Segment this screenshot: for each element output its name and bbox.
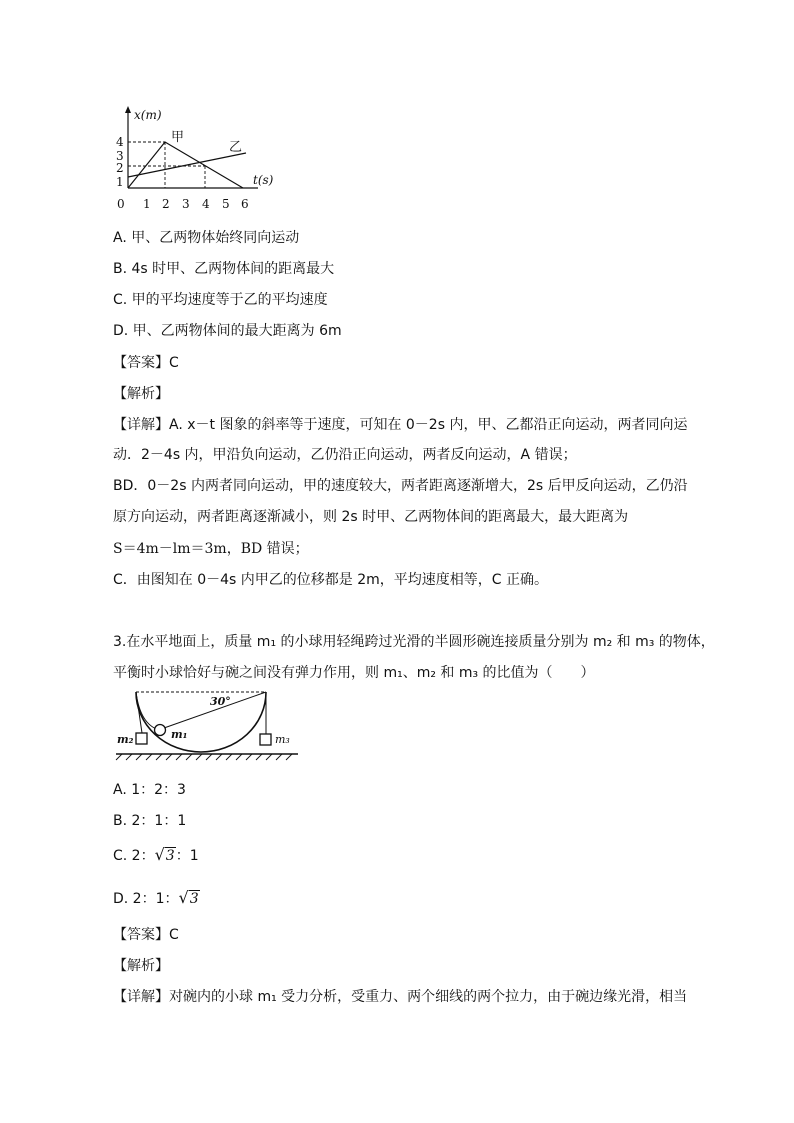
ground-hatch	[116, 754, 292, 760]
label-yi: 乙	[229, 140, 243, 155]
q3-option-c-root: 3	[165, 848, 175, 864]
q2-option-a: A. 甲、乙两物体始终同向运动	[113, 230, 300, 246]
q3-option-c	[113, 846, 199, 865]
m2-label: m₂	[117, 733, 134, 746]
q2-option-b: B. 4s 时甲、乙两物体间的距离最大	[113, 261, 335, 277]
x-tick-4: 4	[202, 197, 210, 211]
q3-answer: 【答案】C	[113, 927, 179, 943]
q2-detail-4: 原方向运动，两者距离逐渐减小，则 2s 时甲、乙两物体间的距离最大，最大距离为	[113, 509, 629, 525]
q2-option-c: C. 甲的平均速度等于乙的平均速度	[113, 292, 328, 308]
y-tick-1: 1	[116, 175, 124, 189]
q3-option-a: A. 1：2：3	[113, 782, 186, 798]
x-tick-6: 6	[241, 197, 249, 211]
q3-option-c-prefix: C. 2：	[113, 848, 155, 864]
x-tick-2: 2	[162, 197, 170, 211]
q2-analysis-title: 【解析】	[113, 386, 169, 402]
ball-m1	[155, 725, 166, 736]
q3-option-d-prefix: D. 2：1：	[113, 891, 179, 907]
xt-graph	[112, 104, 312, 214]
q2-detail-3: BD．0－2s 内两者同向运动，甲的速度较大，两者距离逐渐增大，2s 后甲反向运动，乙仍沿	[113, 478, 688, 494]
q2-detail-2: 动．2－4s 内，甲沿负向运动，乙仍沿正向运动，两者反向运动，A 错误；	[113, 447, 577, 463]
q3-stem-2: 平衡时小球恰好与碗之间没有弹力作用，则 m₁、m₂ 和 m₃ 的比值为（ ）	[113, 665, 595, 681]
q2-formula: S＝4m－lm＝3m，BD 错误；	[113, 541, 309, 557]
q3-stem-1: 3.在水平地面上，质量 m₁ 的小球用轻绳跨过光滑的半圆形碗连接质量分别为 m₂ 和 m₃ 的物体，	[113, 634, 715, 650]
y-tick-4: 4	[116, 135, 124, 149]
origin-label: 0	[117, 197, 125, 211]
sqrt-symbol: √	[154, 845, 165, 864]
bowl-diagram	[112, 688, 302, 763]
q3-detail-1: 【详解】对碗内的小球 m₁ 受力分析，受重力、两个细线的两个拉力，由于碗边缘光滑，相当	[113, 989, 688, 1005]
angle-label: 30°	[210, 695, 231, 708]
label-jia: 甲	[171, 130, 185, 145]
q3-option-b: B. 2：1：1	[113, 813, 187, 829]
x-axis-label: t(s)	[253, 173, 274, 187]
y-axis-arrow	[125, 106, 131, 113]
line-yi	[128, 153, 246, 177]
q3-option-c-suffix: ：1	[175, 848, 199, 864]
bowl	[136, 692, 266, 752]
q2-answer: 【答案】C	[113, 355, 179, 371]
x-tick-3: 3	[182, 197, 190, 211]
y-tick-2: 2	[116, 161, 124, 175]
x-tick-5: 5	[222, 197, 230, 211]
box-m3	[260, 734, 271, 745]
box-m2	[136, 733, 147, 744]
q2-option-d: D. 甲、乙两物体间的最大距离为 6m	[113, 323, 342, 339]
q3-option-d	[113, 889, 200, 908]
x-tick-1: 1	[143, 197, 151, 211]
q2-detail-1: 【详解】A. x－t 图象的斜率等于速度，可知在 0－2s 内，甲、乙都沿正向运动，两者同向运	[113, 417, 688, 433]
q2-detail-5: C．由图知在 0－4s 内甲乙的位移都是 2m，平均速度相等，C 正确。	[113, 572, 549, 588]
q3-option-d-root: 3	[189, 891, 199, 907]
y-tick-3: 3	[116, 149, 124, 163]
sqrt-symbol: √	[178, 888, 189, 907]
q3-analysis-title: 【解析】	[113, 958, 169, 974]
m3-label: m₃	[275, 733, 290, 746]
m1-label: m₁	[171, 728, 188, 741]
y-axis-label: x(m)	[134, 108, 162, 122]
